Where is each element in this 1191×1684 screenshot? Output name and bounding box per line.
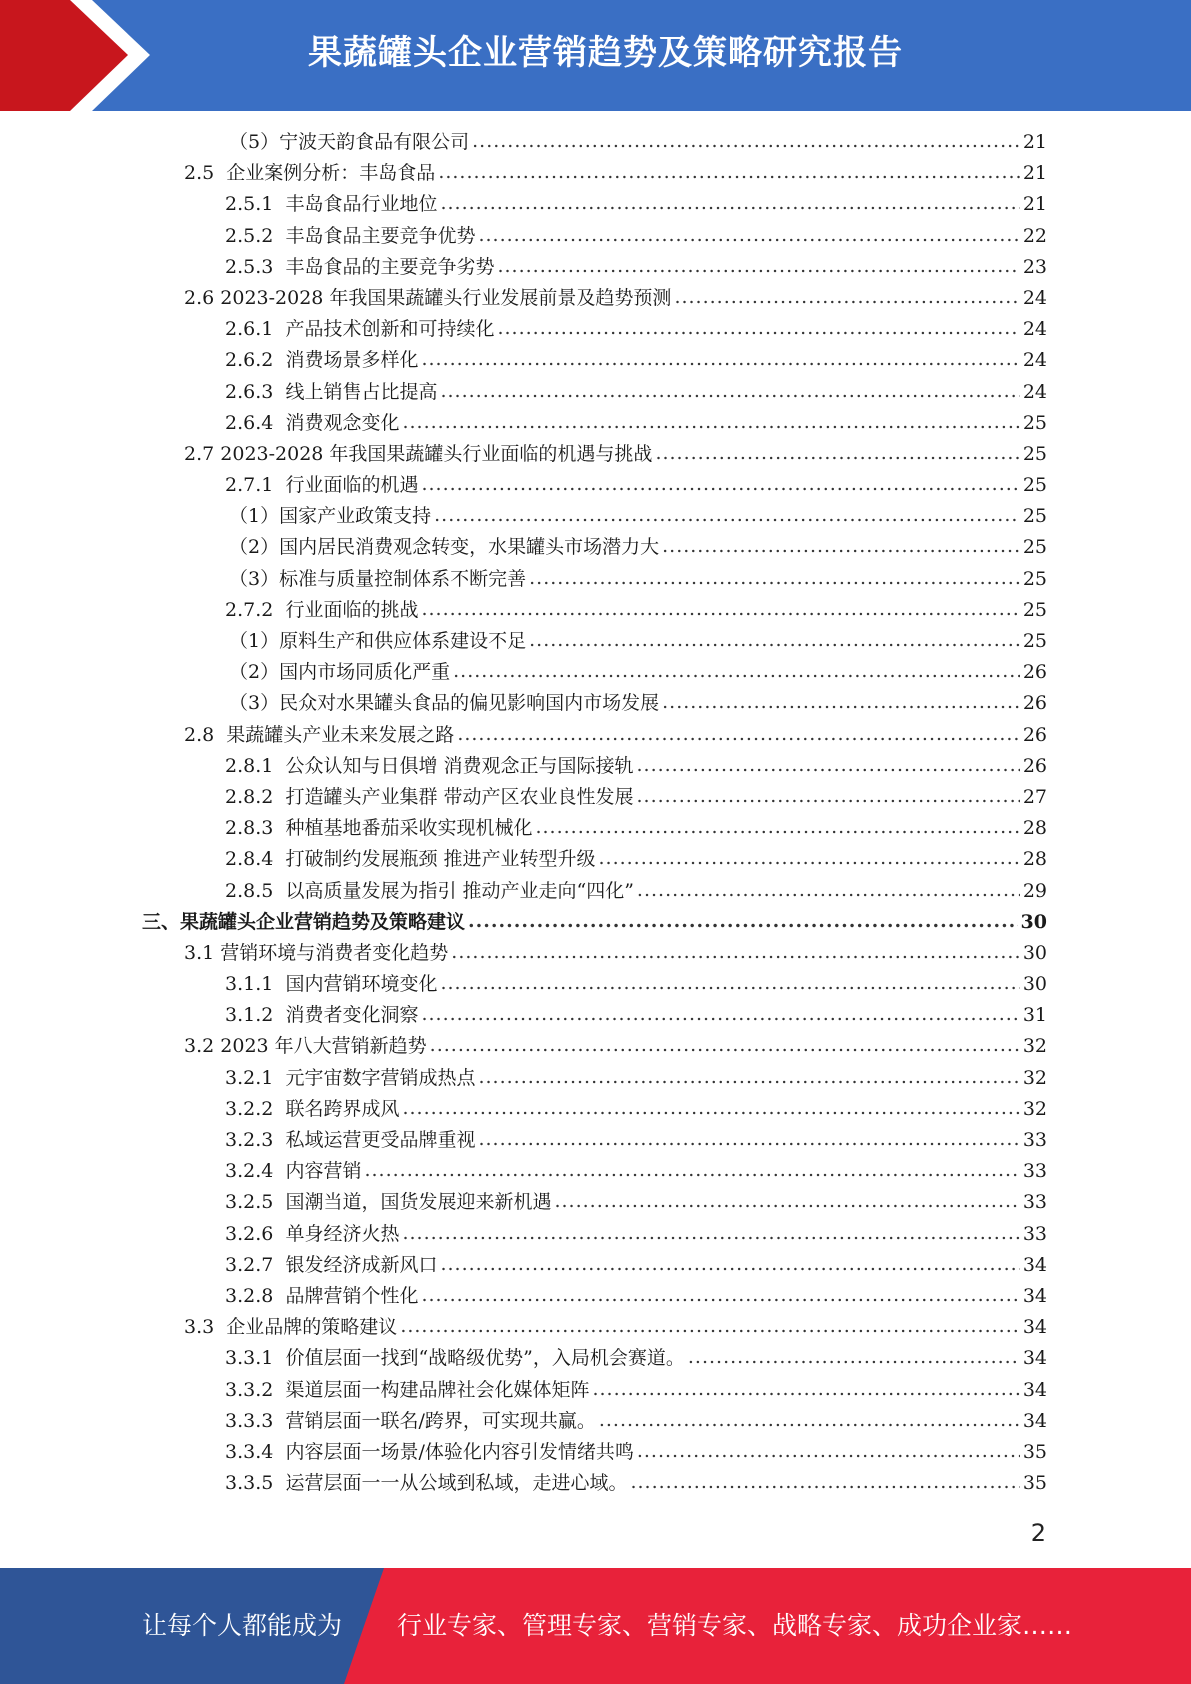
toc-entry-number: （2） (229, 536, 280, 559)
toc-entry[interactable] (0, 1063, 1191, 1094)
toc-entry-page: 34 (1022, 1316, 1047, 1339)
toc-entry-title: 国潮当道，国货发展迎来新机遇 (285, 1191, 552, 1214)
toc-entry-title: 消费观念变化 (285, 411, 400, 434)
toc-entry[interactable] (0, 688, 1191, 719)
toc-entry-page: 34 (1022, 1253, 1047, 1276)
toc-entry[interactable] (0, 1375, 1191, 1406)
toc-entry[interactable] (0, 470, 1191, 501)
toc-entry-title: 品牌营销个性化 (285, 1284, 419, 1307)
toc-entry-page: 34 (1022, 1378, 1047, 1401)
toc-dot-leader (402, 411, 1019, 433)
toc-dot-leader (636, 785, 1019, 807)
toc-entry-title: 银发经济成新风口 (285, 1253, 438, 1276)
toc-entry-page: 21 (1022, 131, 1047, 153)
toc-entry-number: 3.2.8 (225, 1284, 286, 1307)
toc-entry[interactable] (0, 564, 1191, 595)
toc-dot-leader (655, 442, 1019, 464)
toc-entry-page: 25 (1022, 505, 1047, 528)
toc-entry-title: 渠道层面一构建品牌社会化媒体矩阵 (285, 1378, 590, 1401)
toc-entry[interactable] (0, 876, 1191, 907)
toc-entry-number: 3.1.1 (225, 973, 286, 996)
toc-dot-leader (440, 380, 1019, 402)
toc-entry-page: 30 (1022, 973, 1047, 996)
toc-entry-number: 2.8 (184, 723, 227, 746)
toc-entry-title: 企业案例分析：丰岛食品 (226, 162, 436, 185)
toc-entry[interactable] (0, 1094, 1191, 1125)
toc-entry-page: 33 (1022, 1129, 1047, 1151)
toc-entry-number: （2） (229, 661, 280, 684)
toc-dot-leader (453, 660, 1020, 682)
toc-entry-title: 营销环境与消费者变化趋势 (220, 941, 449, 964)
toc-entry-number: 2.5.1 (225, 193, 286, 216)
toc-entry-title: 国内居民消费观念转变，水果罐头市场潜力大 (279, 536, 660, 559)
toc-entry-page: 24 (1022, 349, 1047, 372)
footer-slogan-left: 让每个人都能成为 (142, 1611, 343, 1640)
toc-dot-leader (636, 754, 1019, 776)
toc-entry-page: 33 (1022, 1160, 1047, 1183)
toc-entry-title: 原料生产和供应体系建设不足 (279, 630, 527, 652)
toc-entry-title: 2023-2028 年我国果蔬罐头行业面临的机遇与挑战 (220, 442, 653, 465)
toc-dot-leader (497, 255, 1019, 277)
toc-entry-number: 3.3.2 (225, 1378, 286, 1401)
toc-dot-leader (637, 879, 1020, 901)
toc-entry[interactable] (0, 595, 1191, 626)
toc-entry-title: 国内营销环境变化 (285, 973, 438, 996)
toc-entry-number: （3） (229, 567, 280, 590)
toc-dot-leader (440, 192, 1019, 214)
toc-entry-page: 28 (1022, 848, 1047, 871)
toc-entry-number: 3.2.2 (225, 1097, 286, 1120)
toc-entry-number: 三、 (142, 910, 181, 933)
toc-entry-title: 企业品牌的策略建议 (226, 1316, 398, 1339)
toc-entry-page: 33 (1022, 1222, 1047, 1245)
toc-entry-page: 24 (1022, 318, 1047, 341)
toc-entry-title: 以高质量发展为指引 推动产业走向“四化” (285, 879, 634, 902)
toc-entry-page: 25 (1022, 630, 1047, 652)
toc-entry-page: 24 (1022, 380, 1047, 403)
toc-entry-title: 私域运营更受品牌重视 (285, 1129, 476, 1151)
toc-entry-page: 22 (1022, 224, 1047, 247)
toc-entry[interactable] (0, 1219, 1191, 1250)
toc-dot-leader (364, 1159, 1019, 1181)
toc-dot-leader (592, 1378, 1019, 1400)
toc-entry-page: 30 (1020, 910, 1047, 933)
toc-entry-page: 27 (1022, 785, 1047, 808)
toc-entry-title: 元宇宙数字营销成热点 (285, 1066, 476, 1089)
toc-entry-title: 丰岛食品的主要竞争劣势 (285, 255, 495, 278)
toc-entry-page: 25 (1022, 536, 1047, 559)
toc-entry-title: 消费场景多样化 (285, 349, 419, 372)
toc-entry-number: 2.7 (184, 442, 221, 465)
toc-entry-page: 21 (1022, 162, 1047, 185)
toc-entry-page: 26 (1022, 754, 1047, 777)
toc-entry-title: 单身经济火热 (285, 1222, 400, 1245)
toc-entry-number: 2.8.3 (225, 817, 286, 840)
toc-entry[interactable] (0, 1437, 1191, 1468)
toc-entry-title: 宁波天韵食品有限公司 (279, 131, 470, 153)
toc-entry[interactable] (0, 408, 1191, 439)
toc-dot-leader (674, 286, 1019, 308)
toc-dot-leader (440, 972, 1019, 994)
toc-entry-page: 26 (1022, 661, 1047, 684)
toc-entry-title: 标准与质量控制体系不断完善 (279, 567, 527, 590)
toc-entry-number: 2.8.1 (225, 754, 286, 777)
toc-entry-page: 29 (1022, 879, 1047, 902)
toc-entry-number: 3.3.3 (225, 1409, 286, 1432)
toc-entry-number: 2.7.2 (225, 598, 286, 621)
toc-entry-page: 32 (1022, 1097, 1047, 1120)
toc-entry[interactable] (0, 1031, 1191, 1062)
report-title: 果蔬罐头企业营销趋势及策略研究报告 (308, 33, 903, 73)
toc-entry-number: 2.6.4 (225, 411, 286, 434)
toc-entry-title: 营销层面一联名/跨界，可实现共赢。 (285, 1409, 596, 1432)
toc-entry-title: 打破制约发展瓶颈 推进产业转型升级 (285, 848, 596, 871)
toc-dot-leader (478, 224, 1019, 246)
toc-entry[interactable] (0, 1187, 1191, 1218)
page-header (0, 0, 1191, 111)
toc-dot-leader (478, 1066, 1019, 1088)
toc-dot-leader (535, 816, 1019, 838)
toc-entry-number: （1） (229, 630, 280, 652)
toc-dot-leader (451, 941, 1020, 963)
toc-entry[interactable] (0, 1250, 1191, 1281)
toc-dot-leader (662, 691, 1020, 713)
toc-entry-title: 国家产业政策支持 (279, 505, 432, 528)
toc-entry[interactable] (0, 221, 1191, 252)
toc-entry-number: 3.3 (184, 1316, 227, 1339)
toc-entry[interactable] (0, 938, 1191, 969)
toc-entry-title: 公众认知与日俱增 消费观念正与国际接轨 (285, 754, 634, 777)
toc-entry[interactable] (0, 345, 1191, 376)
toc-entry-page: 31 (1022, 1004, 1047, 1027)
toc-entry-title: 2023-2028 年我国果蔬罐头行业发展前景及趋势预测 (220, 286, 672, 309)
toc-dot-leader (434, 504, 1020, 526)
toc-entry-page: 24 (1022, 286, 1047, 309)
toc-entry-number: 3.2.4 (225, 1160, 286, 1183)
toc-entry-title: 运营层面一一从公域到私域，走进心域。 (285, 1472, 628, 1495)
toc-entry-number: 3.3.1 (225, 1347, 286, 1370)
toc-entry-number: 2.5 (184, 162, 227, 185)
toc-entry[interactable] (0, 1156, 1191, 1187)
toc-entry-page: 26 (1022, 723, 1047, 746)
toc-dot-leader (554, 1190, 1019, 1212)
toc-entry[interactable] (0, 314, 1191, 345)
toc-dot-leader (598, 847, 1019, 869)
toc-entry-page: 25 (1022, 411, 1047, 434)
toc-entry[interactable] (0, 720, 1191, 751)
toc-entry-number: 3.2.6 (225, 1222, 286, 1245)
toc-entry-page: 21 (1022, 193, 1047, 216)
toc-entry[interactable] (0, 252, 1191, 283)
toc-entry-title: 果蔬罐头企业营销趋势及策略建议 (180, 910, 466, 933)
toc-dot-leader (438, 161, 1020, 183)
toc-entry-number: （3） (229, 692, 280, 715)
toc-dot-leader (630, 1471, 1019, 1493)
toc-entry-page: 25 (1022, 567, 1047, 590)
toc-dot-leader (421, 348, 1019, 370)
toc-entry[interactable] (0, 439, 1191, 470)
toc-entry-number: （5） (229, 131, 280, 153)
toc-entry[interactable] (0, 1312, 1191, 1343)
toc-entry-title: 丰岛食品主要竞争优势 (285, 224, 476, 247)
page-number: 2 (1030, 1519, 1046, 1547)
toc-entry-title: 行业面临的机遇 (285, 474, 419, 497)
toc-entry-number: 2.7.1 (225, 474, 286, 497)
toc-entry[interactable] (0, 1468, 1191, 1499)
table-of-contents (0, 127, 1191, 1499)
toc-entry[interactable] (0, 1000, 1191, 1031)
toc-entry-page: 25 (1022, 474, 1047, 497)
toc-entry[interactable] (0, 1343, 1191, 1374)
toc-entry[interactable] (0, 127, 1191, 158)
toc-entry-number: 2.5.2 (225, 224, 286, 247)
toc-entry-title: 线上销售占比提高 (285, 380, 438, 403)
toc-dot-leader (421, 1284, 1019, 1306)
toc-entry-number: 2.6.2 (225, 349, 286, 372)
toc-entry[interactable] (0, 189, 1191, 220)
toc-entry-number: 2.5.3 (225, 255, 286, 278)
toc-entry-title: 打造罐头产业集群 带动产区农业良性发展 (285, 785, 634, 808)
toc-entry-page: 26 (1022, 692, 1047, 715)
toc-entry-page: 23 (1022, 255, 1047, 278)
toc-entry-number: 3.1.2 (225, 1004, 286, 1027)
toc-entry-number: 3.3.4 (225, 1440, 286, 1463)
toc-dot-leader (421, 598, 1019, 620)
toc-entry-page: 28 (1022, 817, 1047, 840)
toc-entry-page: 35 (1022, 1440, 1047, 1463)
toc-entry-page: 25 (1022, 442, 1047, 465)
toc-entry-number: 3.2.3 (225, 1129, 286, 1151)
toc-entry-number: 2.8.2 (225, 785, 286, 808)
toc-entry-number: 3.1 (184, 941, 221, 964)
toc-entry-number: （1） (229, 505, 280, 528)
toc-entry-page: 33 (1022, 1191, 1047, 1214)
toc-entry-number: 3.2.5 (225, 1191, 286, 1214)
toc-entry-number: 3.3.5 (225, 1472, 286, 1495)
toc-entry[interactable] (0, 782, 1191, 813)
toc-entry-page: 35 (1022, 1472, 1047, 1495)
toc-entry[interactable] (0, 501, 1191, 532)
footer-slogan-right: 行业专家、管理专家、营销专家、战略专家、成功企业家…… (397, 1611, 1073, 1640)
toc-dot-leader (468, 910, 1018, 932)
toc-entry-title: 民众对水果罐头食品的偏见影响国内市场发展 (279, 692, 660, 715)
page-footer (0, 1568, 1191, 1684)
toc-entry[interactable] (0, 377, 1191, 408)
toc-entry-page: 34 (1022, 1284, 1047, 1307)
toc-entry-title: 丰岛食品行业地位 (285, 193, 438, 216)
toc-entry[interactable] (0, 283, 1191, 314)
toc-entry[interactable] (0, 158, 1191, 189)
toc-dot-leader (421, 473, 1019, 495)
toc-entry-number: 2.6.1 (225, 318, 286, 341)
toc-entry[interactable] (0, 657, 1191, 688)
toc-entry[interactable] (0, 626, 1191, 657)
toc-entry-title: 联名跨界成风 (285, 1097, 400, 1120)
toc-dot-leader (457, 723, 1020, 745)
toc-dot-leader (478, 1128, 1019, 1150)
toc-dot-leader (440, 1253, 1019, 1275)
toc-dot-leader (662, 535, 1020, 557)
toc-dot-leader (402, 1097, 1019, 1119)
toc-entry[interactable] (0, 532, 1191, 563)
toc-entry[interactable] (0, 907, 1191, 938)
toc-entry-title: 种植基地番茄采收实现机械化 (285, 817, 533, 840)
toc-entry-title: 行业面临的挑战 (285, 598, 419, 621)
toc-dot-leader (400, 1315, 1020, 1337)
toc-entry-page: 32 (1022, 1066, 1047, 1089)
toc-entry-title: 消费者变化洞察 (285, 1004, 419, 1027)
toc-dot-leader (472, 130, 1020, 152)
toc-entry-number: 2.6 (184, 286, 221, 309)
toc-entry-number: 3.2 (184, 1035, 221, 1058)
toc-entry-number: 2.8.4 (225, 848, 286, 871)
toc-dot-leader (529, 629, 1020, 651)
toc-entry-number: 2.6.3 (225, 380, 286, 403)
toc-entry-number: 3.2.7 (225, 1253, 286, 1276)
toc-entry-title: 产品技术创新和可持续化 (285, 318, 495, 341)
toc-entry-page: 32 (1022, 1035, 1047, 1058)
toc-entry[interactable] (0, 1281, 1191, 1312)
toc-entry-title: 果蔬罐头产业未来发展之路 (226, 723, 455, 746)
toc-entry[interactable] (0, 969, 1191, 1000)
toc-entry[interactable] (0, 1125, 1191, 1156)
toc-dot-leader (529, 567, 1020, 589)
toc-entry-number: 3.2.1 (225, 1066, 286, 1089)
toc-dot-leader (402, 1222, 1019, 1244)
toc-entry[interactable] (0, 751, 1191, 782)
toc-entry[interactable] (0, 813, 1191, 844)
toc-entry-page: 34 (1022, 1347, 1047, 1370)
toc-entry[interactable] (0, 844, 1191, 875)
toc-entry-title: 国内市场同质化严重 (279, 661, 451, 684)
toc-entry-title: 价值层面一找到“战略级优势”，入局机会赛道。 (285, 1347, 685, 1370)
toc-dot-leader (688, 1346, 1020, 1368)
toc-dot-leader (599, 1409, 1020, 1431)
toc-entry-title: 2023 年八大营销新趋势 (220, 1035, 427, 1058)
toc-entry-page: 34 (1022, 1409, 1047, 1432)
toc-dot-leader (430, 1034, 1020, 1056)
toc-dot-leader (637, 1440, 1020, 1462)
toc-dot-leader (497, 317, 1019, 339)
toc-entry-number: 2.8.5 (225, 879, 286, 902)
toc-entry-page: 25 (1022, 598, 1047, 621)
toc-dot-leader (421, 1003, 1019, 1025)
toc-entry-title: 内容营销 (285, 1160, 362, 1183)
toc-entry-title: 内容层面一场景/体验化内容引发情绪共鸣 (285, 1440, 634, 1463)
toc-entry-page: 30 (1022, 941, 1047, 964)
toc-entry[interactable] (0, 1406, 1191, 1437)
